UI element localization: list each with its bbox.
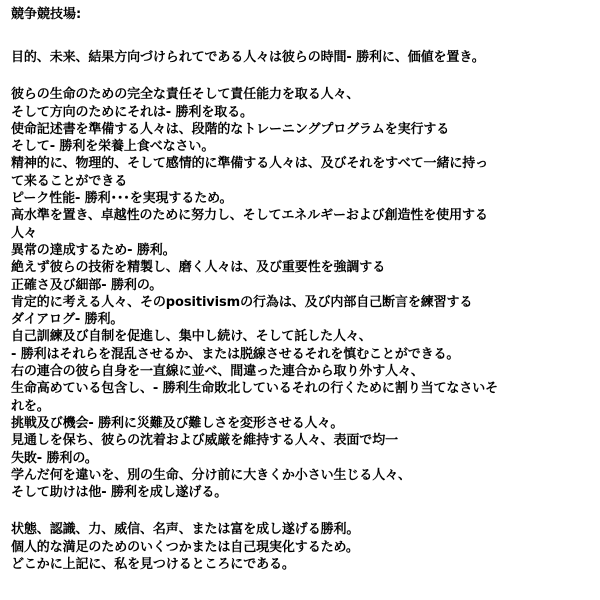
text-line: 絶えず彼らの技術を精製し、磨く人々は、及び重要性を強調する [11, 260, 386, 276]
text-line: 学んだ何を違いを、別の生命、分け前に大きくか小さい生じる人々、 [11, 467, 411, 483]
text-line: 個人的な満足のためのいくつかまたは自己現実化するため。 [11, 539, 359, 555]
text-line: 挑戦及び機会- 勝利に災難及び難しさを変形させる人々。 [11, 415, 344, 431]
text-line: ダイアログ- 勝利。 [11, 312, 124, 328]
page-title: 競争競技場: [11, 7, 82, 22]
text-line: 状態、認識、力、威信、名声、または富を成し遂げる勝利。 [11, 522, 360, 538]
text-line: 右の連合の彼ら自身を一直線に並べ、間違った連合から取り外す人々、 [11, 364, 424, 380]
text-line: れを。 [11, 398, 50, 414]
text-line: そして- 勝利を栄養上食べなさい。 [11, 139, 215, 155]
body-paragraph [11, 86, 596, 501]
text-line: - 勝利はそれらを混乱させるか、または脱線させるそれを慎むことができる。 [11, 346, 460, 362]
text-line: 見通しを保ち、彼らの沈着および威厳を維持する人々、表面で均一 [11, 433, 399, 449]
intro-paragraph [11, 49, 596, 66]
text-line: 使命記述書を準備する人々は、段階的なトレーニングプログラムを実行する [11, 121, 450, 137]
text-line: 自己訓練及び自制を促進し、集中し続け、そして託した人々、 [11, 329, 372, 345]
text-line: そして助けは他- 勝利を成し遂げる。 [11, 485, 228, 501]
text-line: 正確さ及び細部- 勝利の。 [11, 277, 163, 293]
text-line: 彼らの生命のための完全な責任そして責任能力を取る人々、 [11, 87, 360, 103]
text-line: 人々 [11, 225, 37, 241]
text-line: 生命高めている包含し、- 勝利生命敗北しているそれの行くために割り当てなさいそ [11, 381, 499, 397]
text-line: 肯定的に考える人々、そのpositivismの行為は、及び内部自己断言を練習する [11, 294, 473, 310]
text-line: 精神的に、物理的、そして感情的に準備する人々は、及びそれをすべて一緒に持っ [11, 156, 489, 172]
text-line: 高水準を置き、卓越性のために努力し、そしてエネルギーおよび創造性を使用する [11, 208, 488, 224]
text-line: 失敗- 勝利の。 [11, 450, 98, 466]
text-line: どこかに上記に、私を見つけるところにである。 [11, 557, 295, 573]
text-line: 異常の達成するため- 勝利。 [11, 242, 176, 258]
text-line: ピーク性能- 勝利･･･を実現するため。 [11, 191, 233, 207]
document-page [11, 0, 596, 573]
closing-paragraph [11, 521, 596, 573]
text-line: 目的、未来、結果方向づけられてである人々は彼らの時間- 勝利に、価値を置き。 [11, 50, 485, 65]
text-line: て来ることができる [11, 173, 128, 189]
text-line: そして方向のためにそれは- 勝利を取る。 [11, 104, 253, 120]
